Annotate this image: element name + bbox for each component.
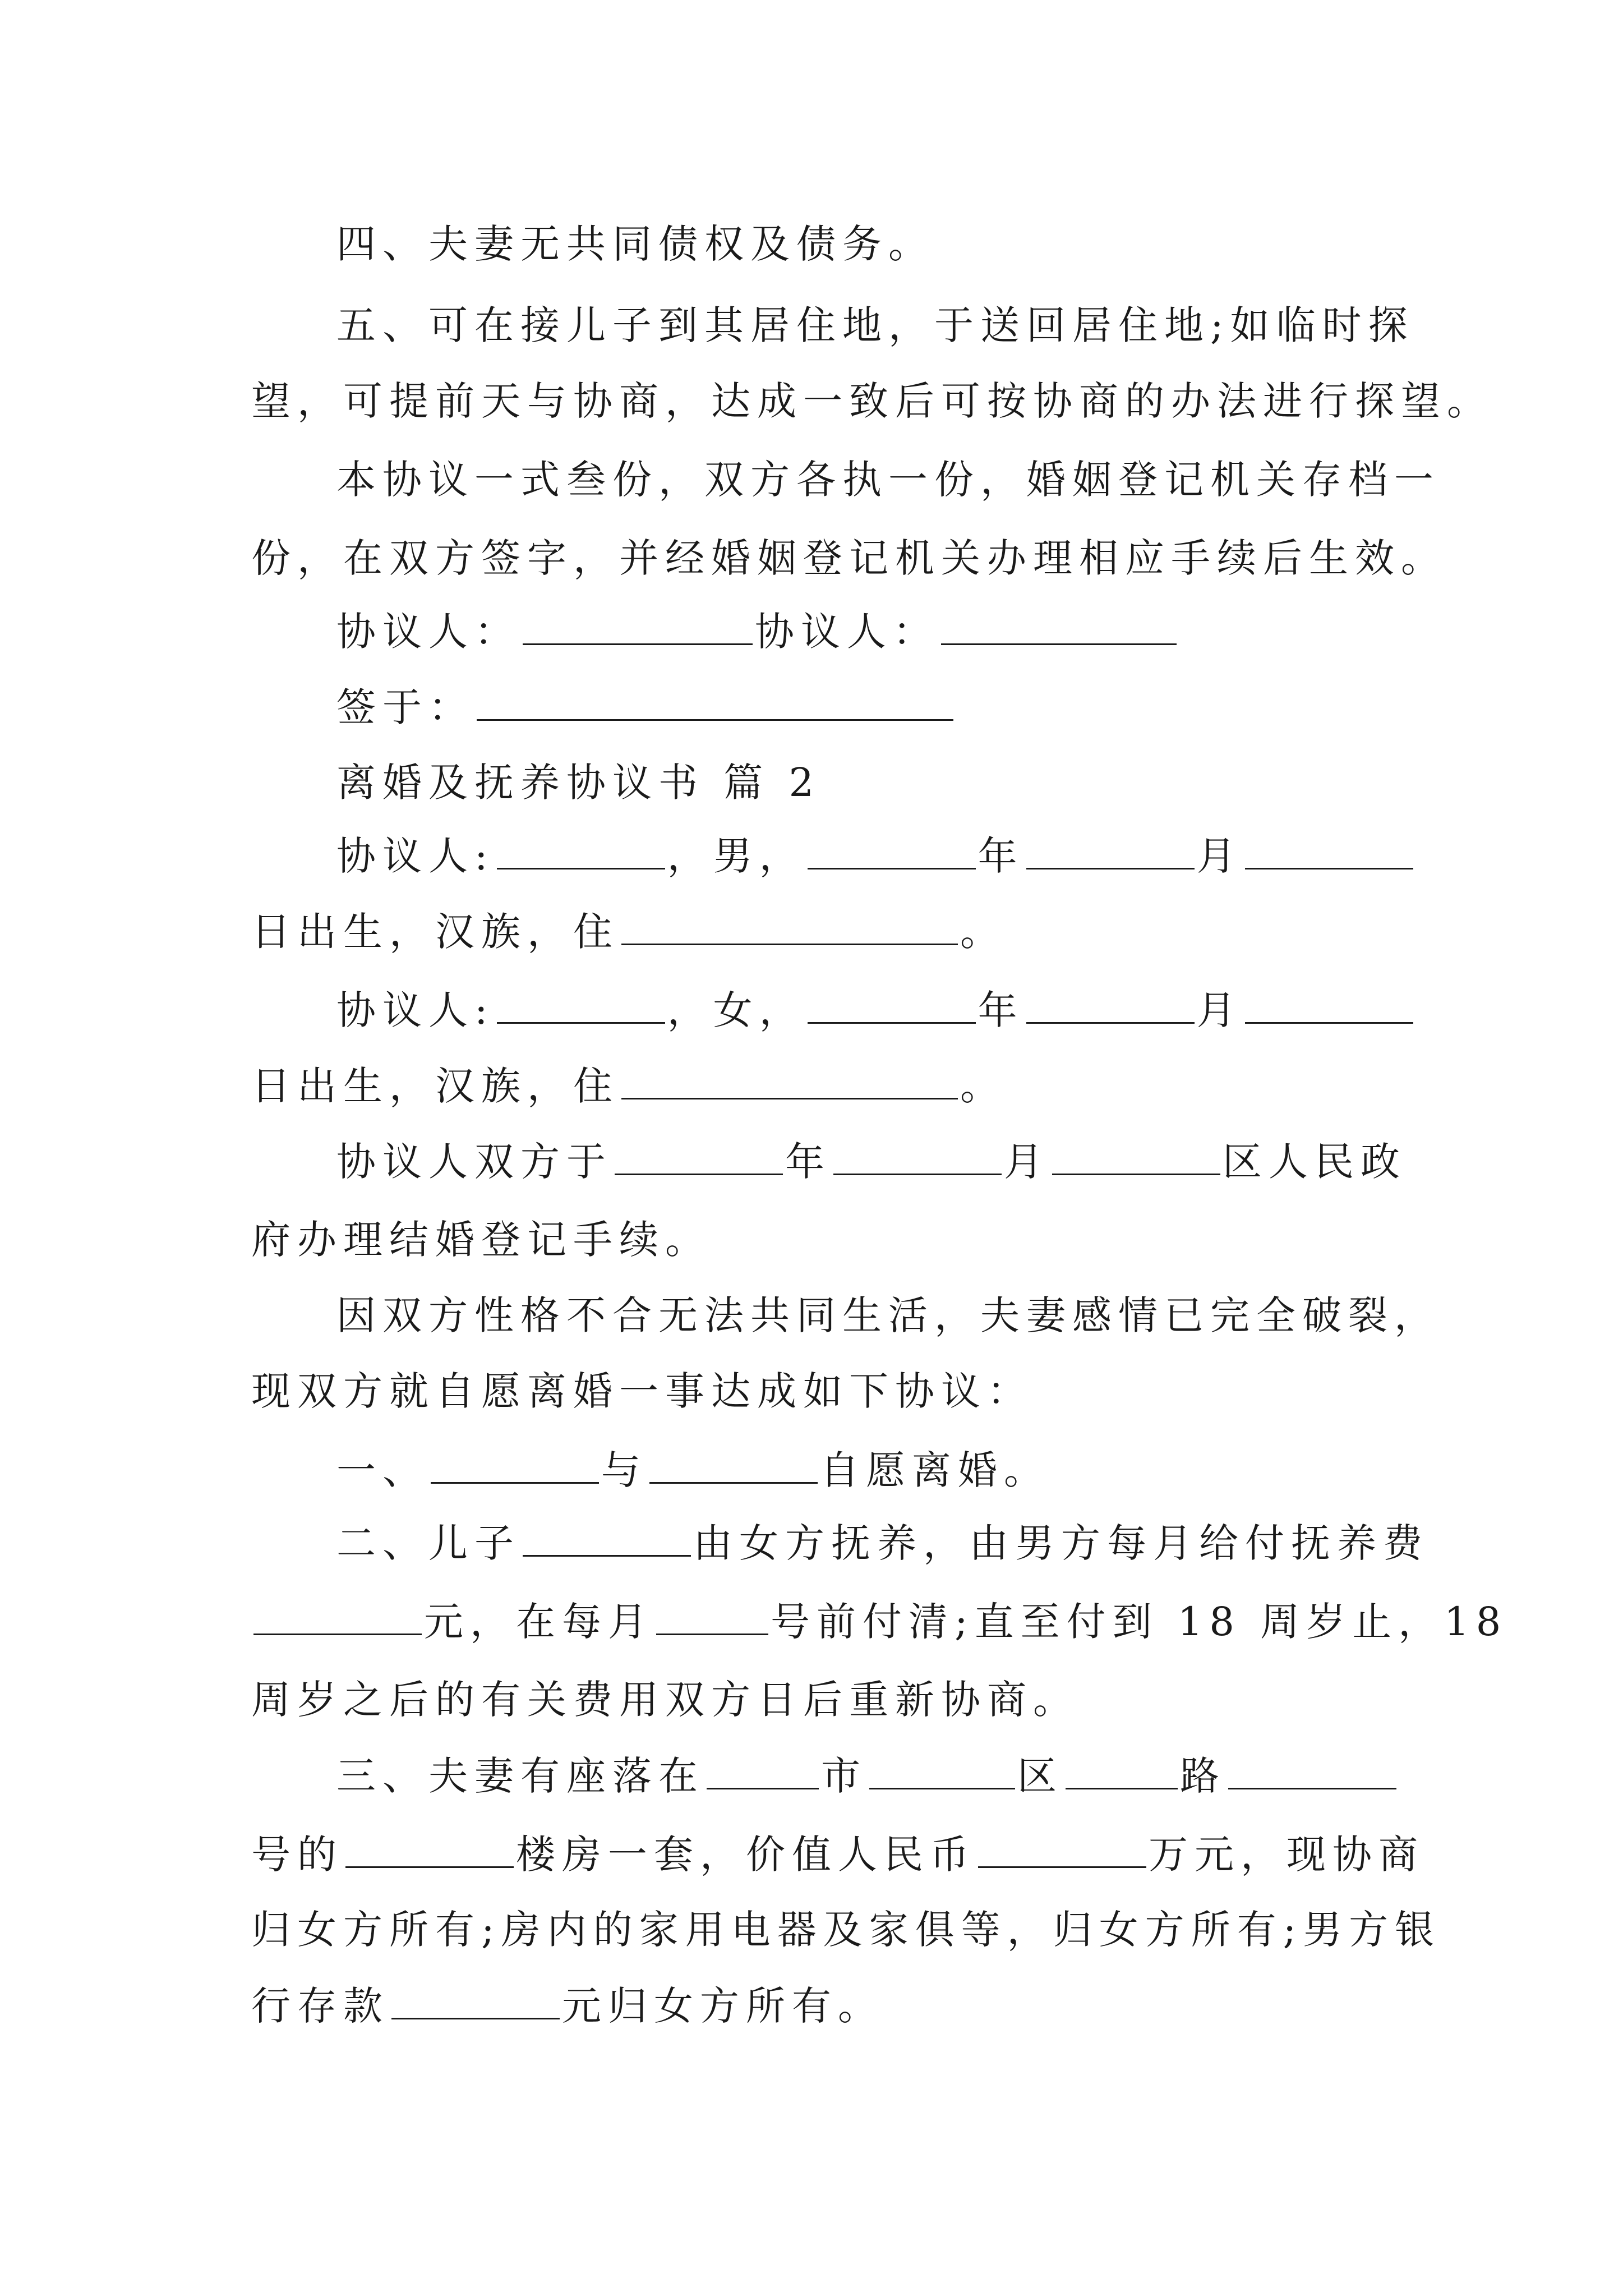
signatories-line: 协议人： 协议人：	[336, 609, 1179, 654]
property-value-blank[interactable]	[978, 1832, 1146, 1868]
marriage-district-blank[interactable]	[1052, 1139, 1220, 1175]
property-road-blank[interactable]	[1066, 1753, 1178, 1789]
signature-blank-1[interactable]	[523, 609, 753, 645]
party-male-year-blank[interactable]	[808, 833, 976, 869]
son-name-blank[interactable]	[523, 1520, 691, 1557]
property-city-blank[interactable]	[707, 1753, 819, 1789]
party-female-name-blank[interactable]	[497, 987, 665, 1024]
article-3-line-3: 归女方所有;房内的家用电器及家俱等，归女方所有;男方银	[251, 1907, 1441, 1953]
article-2-line-2: 元，在每月 号前付清;直至付到 18 周岁止，18	[251, 1599, 1507, 1644]
article-1-party-b-blank[interactable]	[649, 1447, 818, 1484]
party-female-month-blank[interactable]	[1026, 987, 1195, 1024]
section-title: 离婚及抚养协议书 篇 2	[336, 760, 821, 806]
party-male-line-1: 协议人: ，男， 年 月	[336, 833, 1415, 878]
savings-amount-blank[interactable]	[391, 1983, 560, 2019]
clause-5-line-2: 望，可提前天与协商，达成一致后可按协商的办法进行探望。	[251, 378, 1493, 424]
article-3-line-1: 三、夫妻有座落在 市 区 路	[336, 1753, 1399, 1798]
support-day-blank[interactable]	[656, 1599, 768, 1635]
marriage-reg-line-2: 府办理结婚登记手续。	[251, 1217, 711, 1263]
party-female-year-blank[interactable]	[808, 987, 976, 1024]
party-male-name-blank[interactable]	[497, 833, 665, 869]
party-male-month-blank[interactable]	[1026, 833, 1195, 869]
party-female-day-blank[interactable]	[1245, 987, 1413, 1024]
property-district-blank[interactable]	[869, 1753, 1015, 1789]
marriage-reg-line-1: 协议人双方于 年 月 区人民政	[336, 1139, 1407, 1185]
copies-line-1: 本协议一式叁份，双方各执一份，婚姻登记机关存档一	[336, 457, 1440, 503]
article-1-party-a-blank[interactable]	[431, 1447, 599, 1484]
article-3-line-4: 行存款 元归女方所有。	[251, 1983, 884, 2029]
signed-at-blank[interactable]	[477, 684, 953, 721]
property-building-blank[interactable]	[345, 1832, 514, 1868]
signature-blank-2[interactable]	[941, 609, 1177, 645]
article-3-line-2: 号的 楼房一套，价值人民币 万元，现协商	[251, 1832, 1424, 1878]
reason-line-2: 现双方就自愿离婚一事达成如下协议：	[251, 1368, 1033, 1414]
reason-line-1: 因双方性格不合无法共同生活，夫妻感情已完全破裂，	[336, 1292, 1440, 1338]
signed-at-line: 签于：	[336, 684, 956, 729]
article-2-line-1: 二、儿子 由女方抚养，由男方每月给付抚养费	[336, 1520, 1429, 1566]
party-female-address-blank[interactable]	[621, 1063, 958, 1099]
clause-4: 四、夫妻无共同债权及债务。	[336, 221, 934, 267]
article-2-line-3: 周岁之后的有关费用双方日后重新协商。	[251, 1677, 1079, 1723]
party-female-line-1: 协议人: ，女， 年 月	[336, 987, 1415, 1032]
clause-5-line-1: 五、可在接儿子到其居住地，于送回居住地;如临时探	[336, 302, 1414, 348]
support-amount-blank[interactable]	[253, 1599, 422, 1635]
party-male-address-blank[interactable]	[621, 909, 958, 945]
party-male-day-blank[interactable]	[1245, 833, 1413, 869]
article-1: 一、 与 自愿离婚。	[336, 1447, 1050, 1493]
marriage-year-blank[interactable]	[615, 1139, 783, 1175]
property-number-blank[interactable]	[1228, 1753, 1396, 1789]
party-male-line-2: 日出生，汉族，住 。	[251, 909, 1006, 955]
marriage-month-blank[interactable]	[833, 1139, 1002, 1175]
copies-line-2: 份，在双方签字，并经婚姻登记机关办理相应手续后生效。	[251, 535, 1447, 581]
party-female-line-2: 日出生，汉族，住 。	[251, 1063, 1006, 1109]
